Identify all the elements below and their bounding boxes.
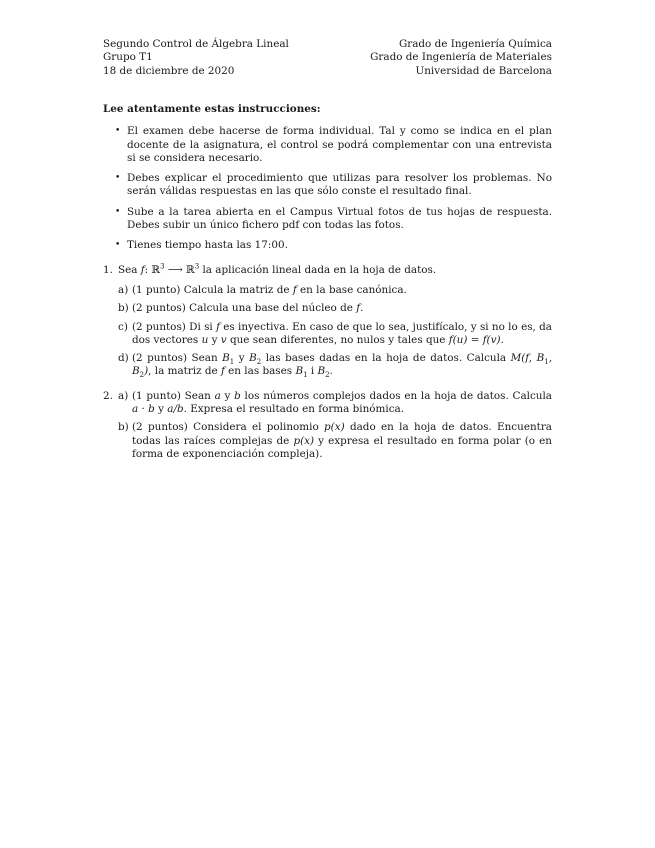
problem-parts (118, 284, 552, 379)
instruction-item: • Tienes tiempo hasta las 17:00. (115, 239, 288, 252)
problem-number: 1. (103, 263, 113, 276)
exam-date: 18 de diciembre de 2020 (103, 64, 235, 77)
problem-statement: Sea f: ℝ$^3$ ⟶ ℝ$^3$ la aplicación lineal dada en la hoja de datos. (118, 262, 437, 276)
header-right (370, 38, 552, 78)
header-left (103, 38, 289, 78)
part-a: a) (1 punto) Calcula la matriz de f en la base canónica. (118, 283, 407, 296)
instructions-list (103, 125, 552, 252)
problem-2 (103, 390, 552, 461)
bullet-icon: • (115, 126, 121, 137)
problem-number: 2. (103, 389, 113, 402)
part-d: d) (2 puntos) Sean $B_1$ y $B_2$ las bases dadas en la hoja de datos. Calcula M(f, $B_1$, $B_2$), la matriz de f en las bases $B_1$ i $B_2$. (118, 352, 552, 380)
exam-body (103, 103, 552, 466)
instruction-item: • Sube a la tarea abierta en el Campus Virtual fotos de tus hojas de respuesta. Debes subir un único fichero pdf con todas las fotos. (115, 205, 552, 232)
part-b: b) (2 puntos) Considera el polinomio p(x) dado en la hoja de datos. Encuentra todas las raíces complejas de p(x) y expresa el resultado en forma polar (o en forma de exponenciación compleja). (118, 421, 552, 460)
problem-parts (118, 390, 552, 461)
part-c: c) (2 puntos) Di si f es inyectiva. En caso de que lo sea, justifícalo, y si no lo es, da dos vectores u y v que sean diferentes, no nulos y tales que f(u) = f(v). (118, 320, 553, 346)
degree-2: Grado de Ingeniería de Materiales (370, 51, 552, 64)
instructions-title: Lee atentamente estas instrucciones: (103, 103, 321, 115)
bullet-icon: • (115, 173, 121, 184)
degree-1: Grado de Ingeniería Química (398, 38, 552, 50)
instruction-item: • Debes explicar el procedimiento que utilizas para resolver los problemas. No serán válidas respuestas en las que sólo conste el resultado final. (115, 172, 552, 198)
part-b: b) (2 puntos) Calcula una base del núcleo de f. (118, 302, 364, 315)
course-title: Segundo Control de Álgebra Lineal (103, 38, 289, 50)
group-label: Grupo T1 (103, 51, 153, 64)
bullet-icon: • (115, 240, 121, 251)
instruction-item: • El examen debe hacerse de forma individual. Tal y como se indica en el plan docente de la asignatura, el control se podrá complementar con una entrevista si se considera necesario. (115, 125, 552, 164)
part-a: a) (1 punto) Sean a y b los números complejos dados en la hoja de datos. Calcula a · b y a/b. Expresa el resultado en forma binómica. (118, 389, 553, 416)
problem-1 (103, 264, 552, 379)
university: Universidad de Barcelona (415, 64, 552, 77)
bullet-icon: • (115, 206, 121, 217)
